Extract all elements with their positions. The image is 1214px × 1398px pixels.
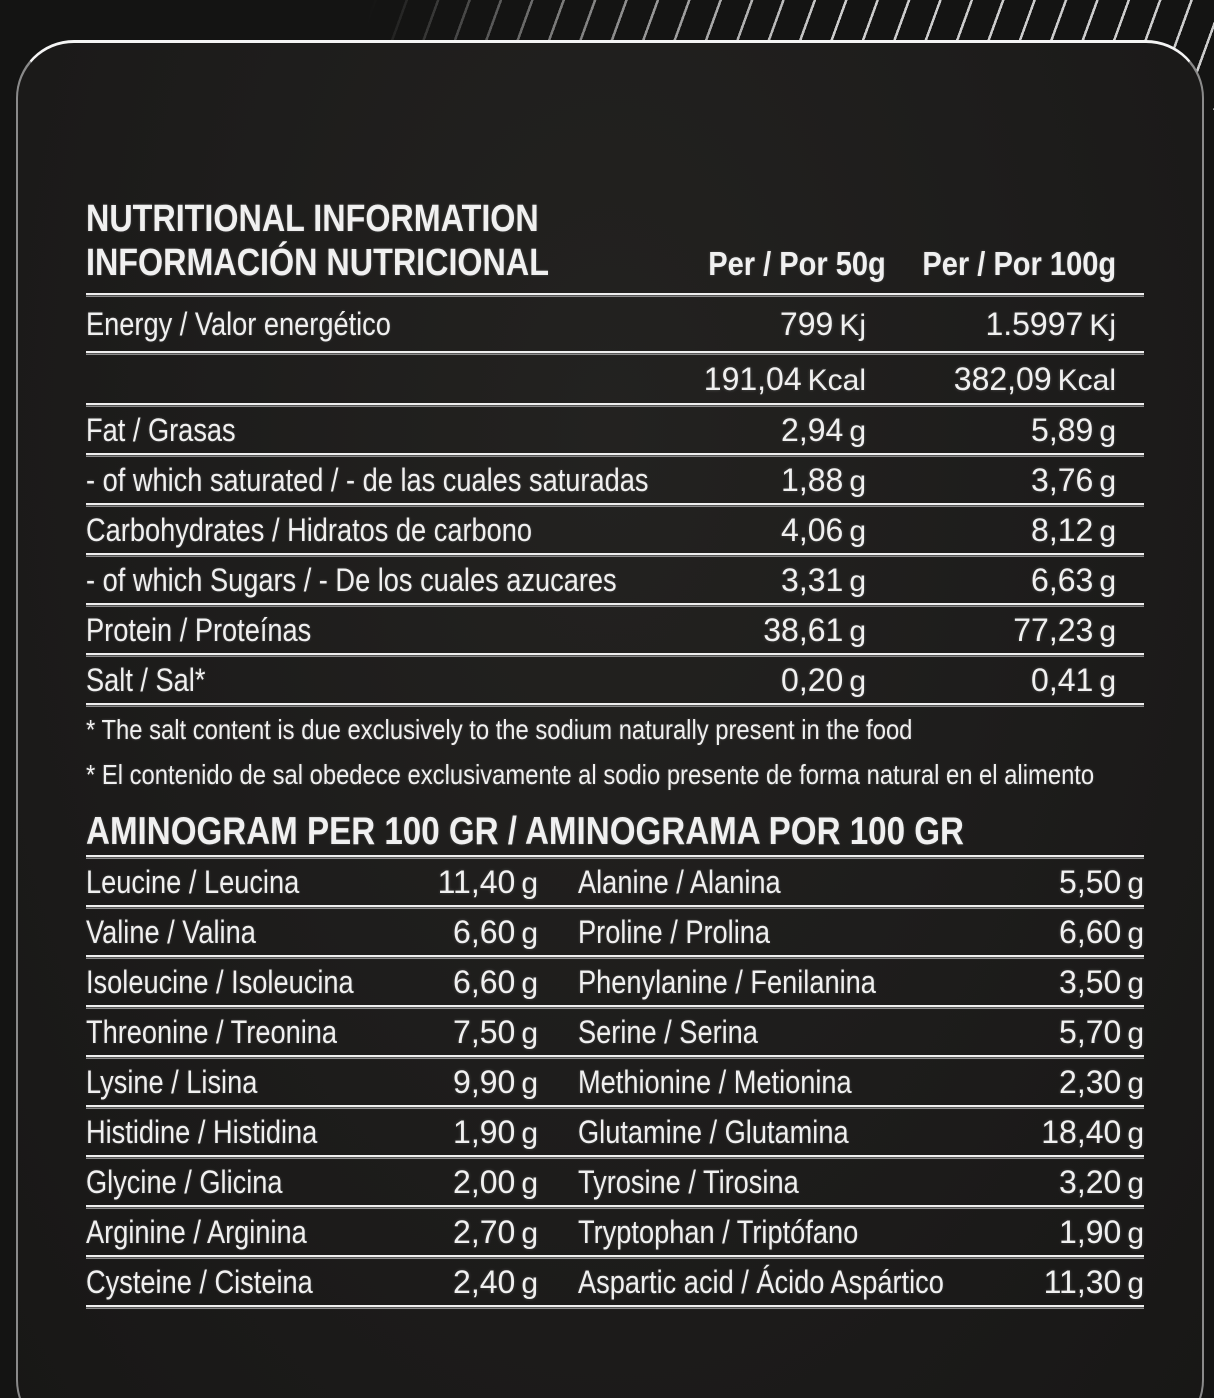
value-per-100g: 1.5997 Kj bbox=[985, 305, 1116, 342]
unit: g bbox=[1127, 916, 1144, 950]
unit: g bbox=[849, 564, 866, 598]
amino-label-left: Cysteine / Cisteina bbox=[86, 1263, 313, 1300]
aminogram-row-histidine-glutamine bbox=[86, 1109, 1144, 1155]
value-per-100g: 3,76 g bbox=[1031, 461, 1116, 498]
amino-value-right: 5,70 g bbox=[1059, 1013, 1144, 1050]
aminogram-row-cysteine-aspartic bbox=[86, 1259, 1144, 1305]
unit: g bbox=[521, 1216, 538, 1250]
value-per-100g: 6,63 g bbox=[1031, 561, 1116, 598]
amino-label-left: Valine / Valina bbox=[86, 913, 256, 950]
row-label: Salt / Sal* bbox=[86, 661, 206, 698]
unit: g bbox=[849, 664, 866, 698]
row-label: Energy / Valor energético bbox=[86, 305, 391, 342]
value-per-100g: 0,41 g bbox=[1031, 661, 1116, 698]
amino-value-left: 2,00 g bbox=[453, 1163, 538, 1200]
unit: g bbox=[1099, 564, 1116, 598]
unit: g bbox=[521, 1066, 538, 1100]
unit: g bbox=[521, 1116, 538, 1150]
title-en: NUTRITIONAL INFORMATION bbox=[86, 198, 539, 240]
unit: g bbox=[1127, 1166, 1144, 1200]
nutrition-panel bbox=[16, 40, 1204, 1398]
value-per-50g: 191,04 Kcal bbox=[703, 360, 866, 397]
amino-label-right: Aspartic acid / Ácido Aspártico bbox=[578, 1263, 944, 1300]
aminogram-row-glycine-tyrosine bbox=[86, 1159, 1144, 1205]
amino-label-left: Isoleucine / Isoleucina bbox=[86, 963, 354, 1000]
amino-value-right: 1,90 g bbox=[1059, 1213, 1144, 1250]
amino-value-left: 6,60 g bbox=[453, 913, 538, 950]
amino-label-right: Serine / Serina bbox=[578, 1013, 758, 1050]
unit: g bbox=[849, 464, 866, 498]
amino-label-right: Proline / Prolina bbox=[578, 913, 771, 950]
amino-value-right: 3,20 g bbox=[1059, 1163, 1144, 1200]
value-per-100g: 382,09 Kcal bbox=[953, 360, 1116, 397]
footnote-salt-es: * El contenido de sal obedece exclusivamente al sodio presente de forma natural en el alimento bbox=[86, 758, 1095, 790]
amino-value-left: 1,90 g bbox=[453, 1113, 538, 1150]
amino-label-left: Arginine / Arginina bbox=[86, 1213, 307, 1250]
amino-label-left: Lysine / Lisina bbox=[86, 1063, 258, 1100]
row-sugars bbox=[86, 557, 1144, 603]
row-label: - of which saturated / - de las cuales saturadas bbox=[86, 461, 649, 498]
unit: g bbox=[1127, 1266, 1144, 1300]
row-fat bbox=[86, 407, 1144, 453]
value-per-50g: 2,94 g bbox=[781, 411, 866, 448]
unit: g bbox=[1099, 614, 1116, 648]
value-per-50g: 38,61 g bbox=[763, 611, 866, 648]
amino-value-right: 5,50 g bbox=[1059, 863, 1144, 900]
footnote-salt-en: * The salt content is due exclusively to the sodium naturally present in the food bbox=[86, 713, 913, 745]
aminogram-row-isoleucine-phenylanine bbox=[86, 959, 1144, 1005]
amino-label-right: Phenylanine / Fenilanina bbox=[578, 963, 876, 1000]
unit: Kj bbox=[1089, 308, 1116, 342]
amino-label-left: Threonine / Treonina bbox=[86, 1013, 338, 1050]
aminogram-row-leucine-alanine bbox=[86, 859, 1144, 905]
amino-value-left: 6,60 g bbox=[453, 963, 538, 1000]
value-per-100g: 77,23 g bbox=[1013, 611, 1116, 648]
amino-label-right: Tryptophan / Triptófano bbox=[578, 1213, 859, 1250]
separator-line bbox=[86, 1305, 1144, 1309]
amino-value-left: 11,40 g bbox=[437, 863, 538, 900]
aminogram-row-lysine-methionine bbox=[86, 1059, 1144, 1105]
unit: g bbox=[1099, 414, 1116, 448]
amino-value-right: 18,40 g bbox=[1041, 1113, 1144, 1150]
amino-value-right: 3,50 g bbox=[1059, 963, 1144, 1000]
aminogram-title: AMINOGRAM PER 100 GR / AMINOGRAMA POR 100 GR bbox=[86, 810, 964, 853]
unit: g bbox=[1099, 514, 1116, 548]
unit: g bbox=[521, 1266, 538, 1300]
unit: Kj bbox=[839, 308, 866, 342]
value-per-50g: 4,06 g bbox=[781, 511, 866, 548]
unit: g bbox=[1127, 1216, 1144, 1250]
row-protein bbox=[86, 607, 1144, 653]
amino-value-right: 11,30 g bbox=[1043, 1263, 1144, 1300]
value-per-100g: 5,89 g bbox=[1031, 411, 1116, 448]
row-label bbox=[86, 361, 684, 398]
value-per-50g: 1,88 g bbox=[781, 461, 866, 498]
value-per-50g: 3,31 g bbox=[781, 561, 866, 598]
unit: g bbox=[521, 916, 538, 950]
row-carbohydrates bbox=[86, 507, 1144, 553]
amino-value-left: 2,40 g bbox=[453, 1263, 538, 1300]
row-energy bbox=[86, 297, 1144, 351]
title-es: INFORMACIÓN NUTRICIONAL bbox=[86, 242, 549, 284]
unit: g bbox=[849, 614, 866, 648]
unit: g bbox=[521, 866, 538, 900]
unit: g bbox=[1127, 1116, 1144, 1150]
unit: g bbox=[1127, 966, 1144, 1000]
unit: g bbox=[1127, 866, 1144, 900]
value-per-50g: 799 Kj bbox=[779, 305, 866, 342]
panel-header bbox=[86, 193, 1144, 285]
amino-label-right: Glutamine / Glutamina bbox=[578, 1113, 849, 1150]
amino-label-left: Leucine / Leucina bbox=[86, 863, 300, 900]
amino-value-right: 2,30 g bbox=[1059, 1063, 1144, 1100]
amino-value-left: 7,50 g bbox=[453, 1013, 538, 1050]
amino-value-right: 6,60 g bbox=[1059, 913, 1144, 950]
value-per-100g: 8,12 g bbox=[1031, 511, 1116, 548]
panel-titles bbox=[86, 197, 684, 285]
unit: Kcal bbox=[1057, 363, 1116, 397]
amino-label-left: Histidine / Histidina bbox=[86, 1113, 318, 1150]
column-header-per-50g: Per / Por 50g bbox=[708, 245, 886, 282]
row-salt bbox=[86, 657, 1144, 703]
unit: g bbox=[1127, 1016, 1144, 1050]
unit: g bbox=[521, 966, 538, 1000]
unit: g bbox=[1099, 464, 1116, 498]
unit: g bbox=[849, 414, 866, 448]
row-saturated-fat bbox=[86, 457, 1144, 503]
row-label: Carbohydrates / Hidratos de carbono bbox=[86, 511, 533, 548]
unit: g bbox=[521, 1166, 538, 1200]
aminogram-row-threonine-serine bbox=[86, 1009, 1144, 1055]
row-label: Fat / Grasas bbox=[86, 411, 236, 448]
row-label: - of which Sugars / - De los cuales azucares bbox=[86, 561, 617, 598]
amino-label-right: Alanine / Alanina bbox=[578, 863, 781, 900]
amino-label-right: Tyrosine / Tirosina bbox=[578, 1163, 799, 1200]
row-label: Protein / Proteínas bbox=[86, 611, 312, 648]
amino-value-left: 2,70 g bbox=[453, 1213, 538, 1250]
unit: g bbox=[521, 1016, 538, 1050]
unit: Kcal bbox=[807, 363, 866, 397]
amino-label-left: Glycine / Glicina bbox=[86, 1163, 283, 1200]
unit: g bbox=[849, 514, 866, 548]
amino-value-left: 9,90 g bbox=[453, 1063, 538, 1100]
column-header-per-100g: Per / Por 100g bbox=[922, 245, 1116, 282]
unit: g bbox=[1099, 664, 1116, 698]
aminogram-row-arginine-tryptophan bbox=[86, 1209, 1144, 1255]
aminogram-row-valine-proline bbox=[86, 909, 1144, 955]
row-energy-kcal bbox=[86, 355, 1144, 403]
amino-label-right: Methionine / Metionina bbox=[578, 1063, 852, 1100]
value-per-50g: 0,20 g bbox=[781, 661, 866, 698]
unit: g bbox=[1127, 1066, 1144, 1100]
